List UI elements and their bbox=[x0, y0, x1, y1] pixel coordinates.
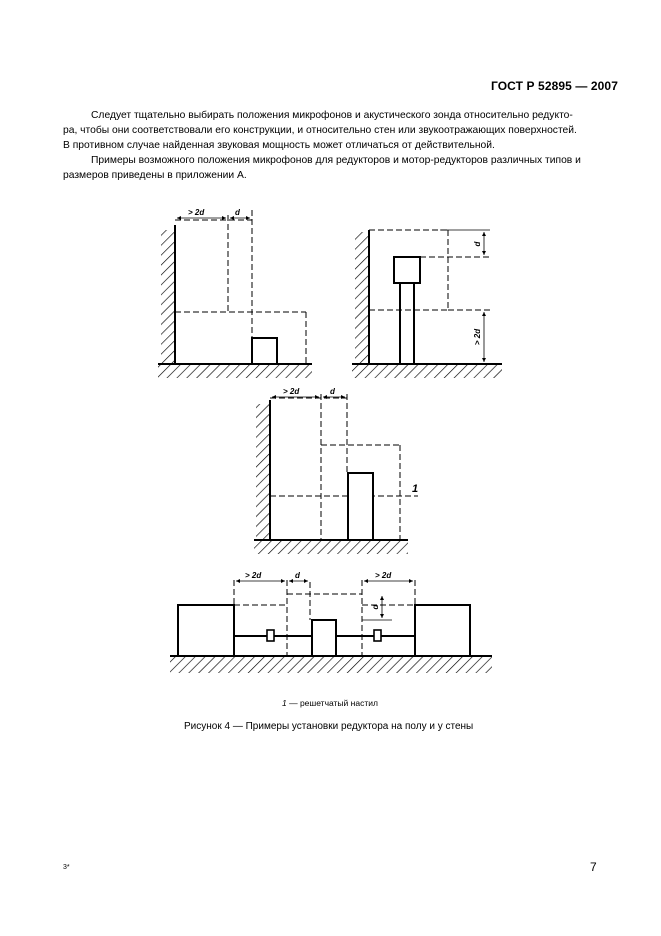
diagram-raised-gearbox bbox=[352, 230, 502, 378]
figure-legend bbox=[282, 698, 378, 708]
gearbox-block bbox=[312, 620, 336, 656]
right-machine-block bbox=[415, 605, 470, 656]
footer-mark: 3* bbox=[63, 864, 70, 871]
page-number: 7 bbox=[590, 860, 597, 874]
floor-hatching bbox=[254, 540, 408, 554]
coupling-left bbox=[267, 630, 274, 641]
gearbox-block bbox=[394, 257, 420, 283]
left-machine-block bbox=[178, 605, 234, 656]
paragraph-line: В противном случае найденная звуковая мощность может отличаться от действительной. bbox=[63, 140, 495, 152]
wall-hatching bbox=[355, 232, 369, 364]
dimension-label-d: d bbox=[473, 241, 482, 247]
dimension-label-2d: > 2d bbox=[245, 571, 262, 580]
dimension-label-d: d bbox=[295, 571, 300, 580]
wall-hatching bbox=[161, 230, 175, 364]
gearbox-block bbox=[348, 473, 373, 540]
floor-hatching bbox=[158, 364, 312, 378]
dimension-label-d: d bbox=[371, 604, 380, 610]
gearbox-block bbox=[252, 338, 277, 364]
floor-hatching bbox=[352, 364, 502, 378]
dimension-label-2d: > 2d bbox=[375, 571, 392, 580]
dimension-label-d: d bbox=[330, 387, 335, 396]
diagram-wall-corner bbox=[158, 208, 312, 378]
diagram-grating-floor bbox=[254, 387, 418, 554]
coupling-right bbox=[374, 630, 381, 641]
wall-hatching bbox=[256, 404, 270, 540]
figure-caption: Рисунок 4 — Примеры установки редуктора на полу и у стены bbox=[184, 721, 474, 732]
callout-grating: 1 bbox=[412, 483, 419, 495]
legend-text: — решетчатый настил bbox=[286, 698, 378, 708]
legend-number: 1 bbox=[282, 698, 287, 708]
dimension-label-d: d bbox=[235, 208, 240, 217]
paragraph-line: ра, чтобы они соответствовали его конструкции, и относительно стен или звукоотражающих поверхностей. bbox=[63, 125, 577, 137]
diagram-motor-gearbox-line bbox=[170, 571, 492, 673]
paragraph-line: Примеры возможного положения микрофонов для редукторов и мотор-редукторов различных типов и bbox=[91, 155, 581, 166]
floor-hatching bbox=[170, 656, 492, 673]
document-code: ГОСТ Р 52895 — 2007 bbox=[491, 79, 618, 93]
dimension-label-2d: > 2d bbox=[473, 328, 482, 346]
dimension-label-2d: > 2d bbox=[283, 387, 300, 396]
paragraph-line: размеров приведены в приложении А. bbox=[63, 170, 247, 182]
dimension-label-2d: > 2d bbox=[188, 208, 205, 217]
paragraph-line: Следует тщательно выбирать положения микрофонов и акустического зонда относительно редукто- bbox=[91, 110, 573, 121]
